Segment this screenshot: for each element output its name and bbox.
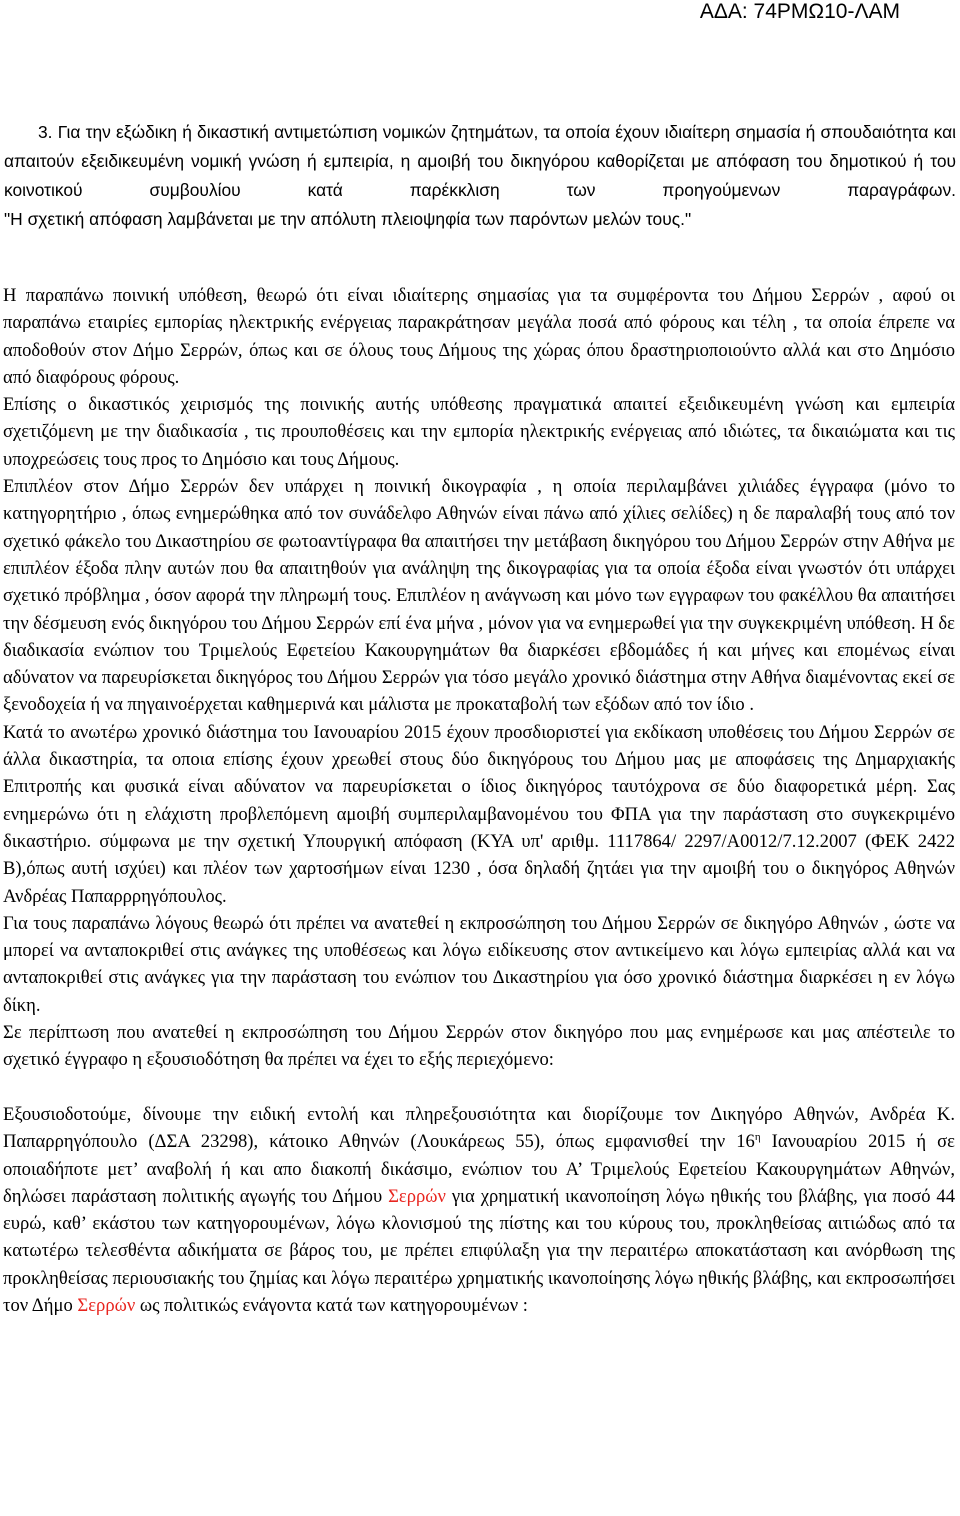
authorization-paragraph bbox=[3, 1101, 955, 1319]
auth-text: Εξουσιοδοτούμε, δίνουμε την ειδική εντολή και πληρεξουσιότητα και διορίζουμε τον Δικηγόρο Αθηνών, Ανδρέα Κ. Παπαρρηγόπουλο (ΔΣΑ 23298), κάτοικο Αθηνών (Λουκάρεως 55), όπως εμφανισθεί την 16 bbox=[3, 1103, 955, 1153]
auth-text: Ιανουαρίου 2015 ή σε οποιαδήποτε μετ’ αναβολή ή και απο διακοπή δικάσιμο, ενώπιον του Α’ Τριμελούς Εφετείου Κακουργημάτων Αθηνών, δηλώσει παράσταση πολιτικής αγωγής του Δήμου bbox=[3, 1131, 955, 1207]
article-paragraph bbox=[4, 118, 956, 205]
highlight-serres: Σερρών bbox=[77, 1294, 136, 1316]
body-paragraph: Για τους παραπάνω λόγους θεωρώ ότι πρέπει να ανατεθεί η εκπροσώπηση του Δήμου Σερρών σε δικηγόρο Αθηνών , ώστε να μπορεί να ανταποκριθεί στις ανάγκες της υποθέσεως και λόγω ειδίκευσης στον αντικείμενο και λόγω εμπειρίας αλλά και να ανταποκριθεί στις ανάγκες για την παράσταση του ενώπιον του Δικαστηρίου για όσο χρονικό διάστημα διαρκέσει η εν λόγω δίκη. bbox=[3, 912, 955, 1016]
body-paragraph: Επίσης ο δικαστικός χειρισμός της ποινικής αυτής υπόθεσης πραγματικά απαιτεί εξειδικευμένη γνώση και εμπειρία σχετιζόμενη με την διαδικασία , τις προυποθέσεις και την εμπορία ηλεκτρικής ενέργειας από ιδιώτες, τα δικαιώματα και τις υποχρεώσεις τους προς το Δημόσιο και τους Δήμους. bbox=[3, 394, 955, 470]
highlight-serres: Σερρών bbox=[388, 1185, 446, 1207]
article-quote-line: "Η σχετική απόφαση λαμβάνεται με την απόλυτη πλειοψηφία των παρόντων μελών τους." bbox=[4, 209, 692, 229]
article-text: Για την εξώδικη ή δικαστική αντιμετώπιση νομικών ζητημάτων, τα οποία έχουν ιδιαίτερη σημασία ή σπουδαιότητα και απαιτούν εξειδικευμένη νομική γνώση ή εμπειρία, η αμοιβή του δικηγόρου καθορίζεται με απόφαση του δημοτικού ή του κοινοτικού συμβουλίου κατά παρέκκλιση των προηγούμενων παραγράφων. bbox=[4, 122, 956, 200]
body-paragraph: Σε περίπτωση που ανατεθεί η εκπροσώπηση του Δήμου Σερρών στον δικηγόρο που μας ενημέρωσε και μας απέστειλε το σχετικό έγγραφο η εξουσιοδότηση θα πρέπει να έχει το εξής περιεχόμενο: bbox=[3, 1022, 955, 1071]
auth-text: ως πολιτικώς ενάγοντα κατά των κατηγορουμένων : bbox=[135, 1294, 528, 1316]
auth-text: για χρηματική ικανοποίηση λόγω ηθικής του βλάβης, για ποσό 44 ευρώ, καθ’ εκάστου των κατηγορουμένων, λόγω κλονισμού της πίστης και του κύρους του, προκληθείσας αιτιώδως από τα κατωτέρω τελεσθέντα αδικήματα σε βάρος του, με πρέπει επιφύλαξη για την περαιτέρω αποκατάσταση και ανόρθωση της προκληθείσας περιουσιακής του ζημίας και λόγω περαιτέρω χρηματικής ικανοποίησης λόγω ηθικής βλάβης, και εκπροσωπήσει τον Δήμο bbox=[3, 1185, 956, 1316]
article-number: 3. bbox=[38, 122, 53, 142]
article-quote bbox=[4, 118, 956, 234]
body-paragraph: Κατά το ανωτέρω χρονικό διάστημα του Ιανουαρίου 2015 έχουν προσδιοριστεί για εκδίκαση υποθέσεις του Δήμου Σερρών σε άλλα δικαστηρία, τα οποια επίσης έχουν χρεωθεί στους δύο δικηγόρους του Δήμου μας με αποφάσεις της Δημαρχιακής Επιτροπής και φυσικά είναι αδύνατον να παρευρίσκεται ο ίδιος δικηγόρος ταυτόχρονα σε δύο διαφορετικά μέρη. Σας ενημερώνω ότι η ελάχιστη προβλεπόμενη αμοιβή συμπεριλαμβανομένου του ΦΠΑ για την παράσταση στο συγκεκριμένο δικαστήριο. σύμφωνα με την σχετική Υπουργική απόφαση (ΚΥΑ υπ' αριθμ. 1117864/ 2297/Α0012/7.12.2007 (ΦΕΚ 2422 Β),όπως αυτή ισχύει) και πλέον των χαρτοσήμων είναι 1230 , όσα δηλαδή ζητάει για την αμοιβή του ο δικηγόρος Αθηνών Ανδρέας Παπαρρρηγόπουλος. bbox=[3, 721, 955, 907]
ada-code: ΑΔΑ: 74ΡΜΩ10-ΛΑΜ bbox=[699, 0, 900, 23]
ordinal-superscript: η bbox=[754, 1131, 761, 1144]
body-paragraph: Η παραπάνω ποινική υπόθεση, θεωρώ ότι είναι ιδιαίτερης σημασίας για τα συμφέροντα του Δήμου Σερρών , αφού οι παραπάνω εταιρίες εμπορίας ηλεκτρικής ενέργειας παρακράτησαν μεγάλα ποσά από φόρους και τέλη , τα οποία έπρεπε να αποδοθούν στον Δήμο Σερρών, όπως και σε όλους τους Δήμους της χώρας όπου δραστηριοποιούντο αλλά και στο Δημόσιο από διαφόρους φόρους. bbox=[3, 285, 955, 388]
document-body bbox=[3, 282, 955, 1319]
spacer bbox=[3, 1074, 955, 1101]
body-paragraph: Επιπλέον στον Δήμο Σερρών δεν υπάρχει η ποινική δικογραφία , η οποία περιλαμβάνει χιλιάδες έγγραφα (μόνο το κατηγορητήριο , όπως ενημερώθηκα από τον συνάδελφο Αθηνών είναι πάνω από χίλιες σελίδες) η δε παραλαβή τους από τον σχετικό φάκελο του Δικαστηρίου σε φωτοαντίγραφα θα απαιτήσει την μετάβαση δικηγόρου του Δήμου Σερρών στην Αθήνα με επιπλέον έξοδα πλην αυτών που θα απαιτηθούν για ανάληψη της δικογραφίας για τα οποία έξοδα είναι γνωστόν ότι υπάρχει σχετικό πρόβλημα , όσον αφορά την πληρωμή τους. Επιπλέον η ανάγνωση και μόνο των εγγραφων του φακέλλου θα απαιτήσει την δέσμευση ενός δικηγόρου του Δήμου Σερρών επί ένα μήνα , μόνον για να ενημερωθεί για την συγκεκριμένη υπόθεση. Η δε διαδικασία ενώπιον του Τριμελούς Εφετείου Κακουργημάτων θα διαρκέσει εβδομάδες ή και μήνες και επομένως είναι αδύνατον να παρευρίσκεται δικηγόρος του Δήμου Σερρών για τόσο μεγάλο χρονικό διάστημα στην Αθήνα διαμένοντας εκεί σε ξενοδοχεία ή να πηγαινοέρχεται καθημερινά και μάλιστα με προκαταβολή των εξόδων από τον ίδιο . bbox=[3, 476, 955, 716]
